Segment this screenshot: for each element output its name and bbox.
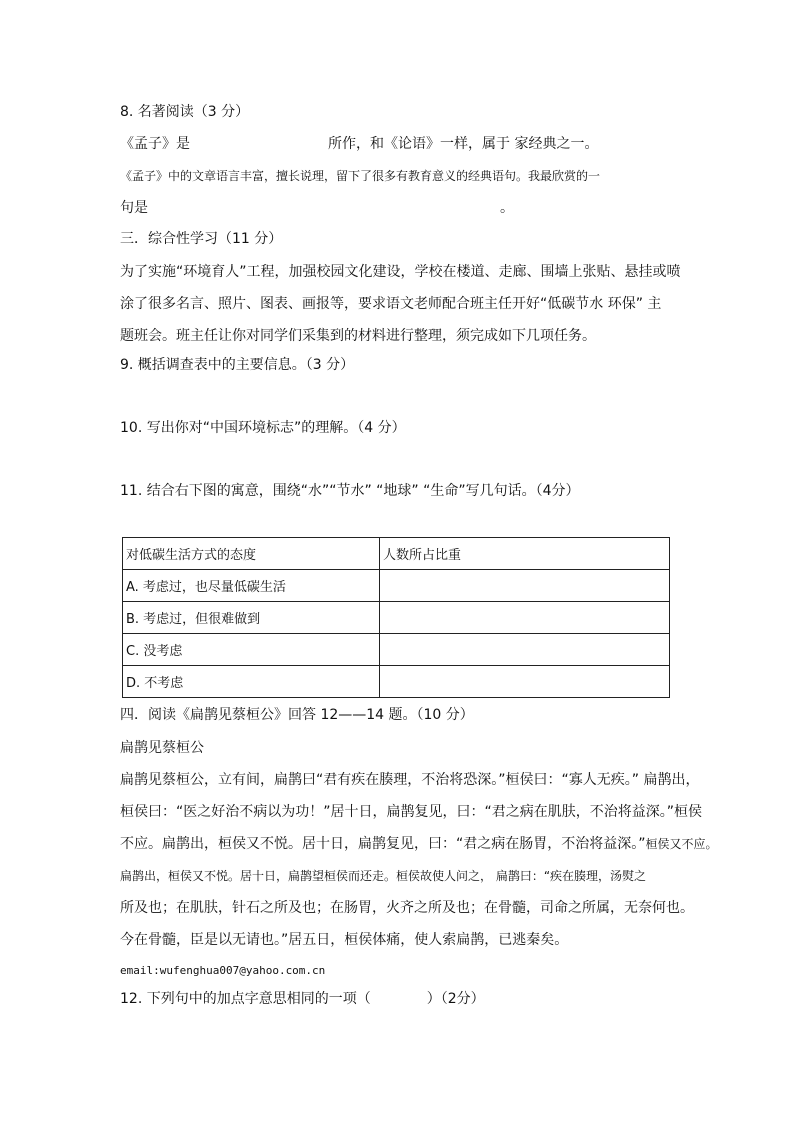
table-header-attitude: 对低碳生活方式的态度 <box>123 538 380 570</box>
question-12-start: 12. 下列句中的加点字意思相同的一项（ <box>120 991 371 1007</box>
question-8-line-1 <box>120 135 598 153</box>
question-9: 9. 概括调查表中的主要信息。（3 分） <box>120 357 355 373</box>
table-cell-proportion <box>380 666 670 698</box>
section-3-title: 三．综合性学习（11 分） <box>120 231 283 247</box>
question-8-line-2: 《孟子》中的文章语言丰富，擅长说理，留下了很多有教育意义的经典语句。我最欣赏的一 <box>120 169 601 183</box>
table-cell-proportion <box>380 634 670 666</box>
email-line: email:wufenghua007@yahoo.com.cn <box>120 964 326 977</box>
table-cell-option: C. 没考虑 <box>123 634 380 666</box>
table-cell-option: D. 不考虑 <box>123 666 380 698</box>
question-8-line-3 <box>120 199 514 217</box>
section-3-paragraph-line-3: 题班会。班主任让你对同学们采集到的材料进行整理，须完成如下几项任务。 <box>120 328 596 344</box>
table-cell-proportion <box>380 570 670 602</box>
passage-line-2: 桓侯曰：“医之好治不病以为功！”居十日，扁鹊复见，曰：“君之病在肌肤，不治将益深。”桓侯 <box>120 804 703 820</box>
table-row <box>123 602 670 634</box>
question-8-line-1-start: 《孟子》是 <box>120 136 190 152</box>
question-8-line-3-end: 。 <box>500 200 514 216</box>
table-header-proportion: 人数所占比重 <box>380 538 670 570</box>
table-row <box>123 634 670 666</box>
question-11: 11. 结合右下图的寓意，围绕“水”“节水” “地球” “生命”写几句话。（4分） <box>120 483 580 499</box>
question-10: 10. 写出你对“中国环境标志”的理解。（4 分） <box>120 420 406 436</box>
passage-line-3-tail: 桓侯又不应。 <box>645 837 718 851</box>
question-12 <box>120 990 485 1008</box>
survey-table <box>122 537 670 698</box>
question-12-end: ）（2分） <box>426 991 485 1007</box>
passage-line-3-main: 不应。扁鹊出，桓侯又不悦。居十日，扁鹊复见，曰：“君之病在肠胃，不治将益深。” <box>120 836 646 852</box>
question-8-line-3-start: 句是 <box>120 200 148 216</box>
table-cell-option: A. 考虑过，也尽量低碳生活 <box>123 570 380 602</box>
passage-line-3 <box>120 835 718 853</box>
passage-heading: 扁鹊见蔡桓公 <box>120 740 204 756</box>
passage-line-5: 所及也；在肌肤，针石之所及也；在肠胃，火齐之所及也；在骨髓，司命之所属，无奈何也。 <box>120 900 694 916</box>
passage-line-1: 扁鹊见蔡桓公，立有间，扁鹊曰“君有疾在腠理，不治将恐深。”桓侯曰：“寡人无疾。” 扁鹊出， <box>120 772 700 788</box>
section-4-title: 四．阅读《扁鹊见蔡桓公》回答 12——14 题。（10 分） <box>120 707 474 723</box>
question-8-title: 8. 名著阅读（3 分） <box>120 104 250 120</box>
table-row <box>123 666 670 698</box>
passage-line-4: 扁鹊出，桓侯又不悦。居十日，扁鹊望桓侯而还走。桓侯故使人问之， 扁鹊曰：“疾在腠理，汤熨之 <box>120 869 647 883</box>
table-row <box>123 570 670 602</box>
passage-line-6: 今在骨髓，臣是以无请也。”居五日，桓侯体痛，使人索扁鹊，已逃秦矣。 <box>120 932 569 948</box>
section-3-paragraph-line-2: 涂了很多名言、照片、图表、画报等，要求语文老师配合班主任开好“低碳节水 环保” 主 <box>120 296 662 312</box>
table-cell-proportion <box>380 602 670 634</box>
table-cell-option: B. 考虑过，但很难做到 <box>123 602 380 634</box>
question-8-line-1-end: 所作，和《论语》一样，属于 家经典之一。 <box>328 136 599 152</box>
section-3-paragraph-line-1: 为了实施“环境育人”工程，加强校园文化建设，学校在楼道、走廊、围墙上张贴、悬挂或喷 <box>120 264 681 280</box>
table-header-row <box>123 538 670 570</box>
